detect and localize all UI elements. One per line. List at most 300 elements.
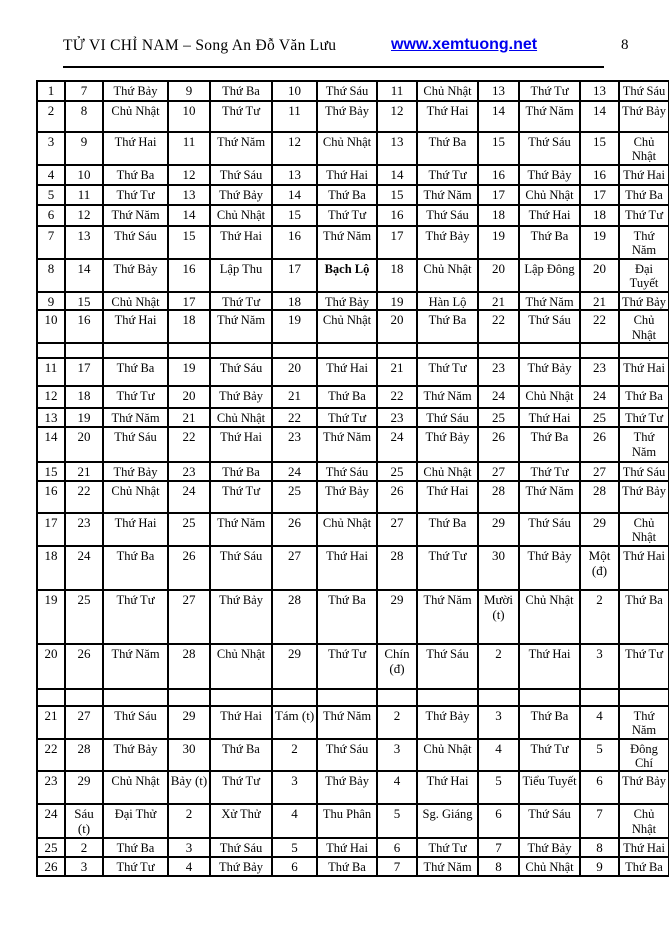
table-row: [37, 739, 669, 772]
table-row: [37, 292, 669, 311]
weekday-cell: Thứ Ba: [317, 185, 377, 205]
date-number-cell: 29: [580, 513, 619, 546]
weekday-cell: Tiểu Tuyết: [519, 771, 580, 804]
date-number-cell: 24: [478, 386, 519, 408]
date-number-cell: 7: [478, 838, 519, 857]
date-number-cell: 12: [272, 132, 317, 165]
row-number-cell: 12: [37, 386, 65, 408]
weekday-cell: Thứ Hai: [619, 546, 669, 590]
date-number-cell: 27: [65, 706, 103, 739]
date-number-cell: 2: [168, 804, 210, 838]
date-number-cell: 15: [580, 132, 619, 165]
weekday-cell: Thứ Hai: [210, 226, 272, 259]
date-number-cell: 13: [377, 132, 417, 165]
date-number-cell: 18: [272, 292, 317, 311]
weekday-cell: Chủ Nhật: [619, 132, 669, 165]
weekday-cell: Thứ Tư: [519, 462, 580, 481]
weekday-cell: Thứ Sáu: [619, 462, 669, 481]
weekday-cell: Chủ Nhật: [103, 101, 168, 132]
weekday-cell: Thứ Ba: [317, 590, 377, 644]
table-row: [37, 513, 669, 546]
weekday-cell: Thứ Hai: [519, 205, 580, 226]
weekday-cell: Thứ Sáu: [317, 462, 377, 481]
date-number-cell: [168, 689, 210, 706]
weekday-cell: Chủ Nhật: [519, 386, 580, 408]
weekday-cell: Thứ Sáu: [519, 310, 580, 343]
weekday-cell: Thứ Sáu: [103, 427, 168, 462]
weekday-cell: Thứ Năm: [619, 427, 669, 462]
date-number-cell: 9: [580, 857, 619, 876]
calendar-table: [36, 80, 669, 877]
date-number-cell: 4: [580, 706, 619, 739]
weekday-cell: Chủ Nhật: [619, 513, 669, 546]
weekday-cell: Thứ Ba: [417, 310, 478, 343]
weekday-cell: Thứ Năm: [210, 310, 272, 343]
date-number-cell: 8: [65, 101, 103, 132]
date-number-cell: 23: [272, 427, 317, 462]
date-number-cell: 3: [377, 739, 417, 772]
weekday-cell: Thứ Sáu: [317, 81, 377, 101]
weekday-cell: Đại Tuyết: [619, 259, 669, 292]
weekday-cell: Thứ Tư: [519, 81, 580, 101]
page-title: TỬ VI CHỈ NAM – Song An Đỗ Văn Lưu: [63, 37, 337, 54]
date-number-cell: 17: [65, 358, 103, 386]
date-number-cell: 20: [377, 310, 417, 343]
row-number-cell: 26: [37, 857, 65, 876]
weekday-cell: Thứ Tư: [417, 165, 478, 185]
date-number-cell: 14: [65, 259, 103, 292]
weekday-cell: Thứ Bảy: [417, 226, 478, 259]
date-number-cell: 18: [65, 386, 103, 408]
date-number-cell: Một (đ): [580, 546, 619, 590]
date-number-cell: 5: [377, 804, 417, 838]
date-number-cell: 21: [272, 386, 317, 408]
weekday-cell: Thứ Hai: [317, 165, 377, 185]
weekday-cell: Chủ Nhật: [619, 804, 669, 838]
table-row: [37, 644, 669, 689]
weekday-cell: [103, 689, 168, 706]
date-number-cell: 18: [580, 205, 619, 226]
table-row: [37, 226, 669, 259]
weekday-cell: Thứ Hai: [417, 771, 478, 804]
weekday-cell: Thứ Hai: [619, 165, 669, 185]
weekday-cell: Xử Thử: [210, 804, 272, 838]
weekday-cell: Thứ Năm: [103, 408, 168, 427]
date-number-cell: 19: [377, 292, 417, 311]
date-number-cell: 21: [478, 292, 519, 311]
row-number-cell: 9: [37, 292, 65, 311]
date-number-cell: [377, 689, 417, 706]
table-row: [37, 481, 669, 513]
date-number-cell: Bảy (t): [168, 771, 210, 804]
date-number-cell: 6: [272, 857, 317, 876]
weekday-cell: Hàn Lộ: [417, 292, 478, 311]
weekday-cell: Thứ Tư: [103, 386, 168, 408]
date-number-cell: 29: [478, 513, 519, 546]
date-number-cell: [478, 343, 519, 358]
weekday-cell: Lập Đông: [519, 259, 580, 292]
table-row: [37, 771, 669, 804]
row-number-cell: 18: [37, 546, 65, 590]
row-number-cell: 21: [37, 706, 65, 739]
weekday-cell: Thứ Năm: [519, 481, 580, 513]
row-number-cell: 11: [37, 358, 65, 386]
date-number-cell: 27: [168, 590, 210, 644]
weekday-cell: Thứ Tư: [417, 838, 478, 857]
date-number-cell: 21: [377, 358, 417, 386]
weekday-cell: Thứ Tư: [519, 739, 580, 772]
weekday-cell: Thứ Ba: [619, 857, 669, 876]
weekday-cell: [519, 343, 580, 358]
weekday-cell: Thứ Bảy: [210, 185, 272, 205]
date-number-cell: 4: [272, 804, 317, 838]
weekday-cell: Thứ Tư: [103, 590, 168, 644]
weekday-cell: Thứ Ba: [103, 546, 168, 590]
weekday-cell: Thứ Ba: [619, 386, 669, 408]
table-row: [37, 205, 669, 226]
weekday-cell: Thứ Năm: [519, 101, 580, 132]
weekday-cell: Thứ Sáu: [210, 838, 272, 857]
weekday-cell: Chủ Nhật: [417, 462, 478, 481]
weekday-cell: Thứ Ba: [417, 513, 478, 546]
date-number-cell: 28: [272, 590, 317, 644]
date-number-cell: 22: [272, 408, 317, 427]
date-number-cell: 10: [65, 165, 103, 185]
date-number-cell: 28: [478, 481, 519, 513]
date-number-cell: 23: [168, 462, 210, 481]
weekday-cell: Thứ Bảy: [210, 590, 272, 644]
weekday-cell: Thứ Hai: [317, 358, 377, 386]
date-number-cell: 26: [168, 546, 210, 590]
date-number-cell: 26: [65, 644, 103, 689]
weekday-cell: Thứ Sáu: [210, 358, 272, 386]
weekday-cell: Thứ Năm: [317, 427, 377, 462]
weekday-cell: Thứ Hai: [103, 132, 168, 165]
date-number-cell: 28: [168, 644, 210, 689]
date-number-cell: 25: [478, 408, 519, 427]
weekday-cell: Thứ Tư: [210, 771, 272, 804]
weekday-cell: Thứ Năm: [210, 513, 272, 546]
weekday-cell: Thứ Năm: [619, 706, 669, 739]
header-divider: [63, 66, 604, 68]
date-number-cell: 18: [478, 205, 519, 226]
weekday-cell: Thứ Năm: [417, 857, 478, 876]
date-number-cell: 4: [478, 739, 519, 772]
spacer-row: [37, 343, 669, 358]
weekday-cell: Thứ Ba: [519, 427, 580, 462]
date-number-cell: 5: [272, 838, 317, 857]
weekday-cell: Chủ Nhật: [317, 310, 377, 343]
weekday-cell: Thứ Sáu: [417, 205, 478, 226]
weekday-cell: Thứ Bảy: [103, 259, 168, 292]
date-number-cell: 29: [377, 590, 417, 644]
date-number-cell: 27: [377, 513, 417, 546]
date-number-cell: 19: [272, 310, 317, 343]
date-number-cell: 12: [377, 101, 417, 132]
date-number-cell: 13: [272, 165, 317, 185]
weekday-cell: Thứ Năm: [317, 706, 377, 739]
date-number-cell: 26: [272, 513, 317, 546]
date-number-cell: 22: [377, 386, 417, 408]
date-number-cell: 28: [65, 739, 103, 772]
table-row: [37, 101, 669, 132]
weekday-cell: Thứ Tư: [317, 205, 377, 226]
row-number-cell: 14: [37, 427, 65, 462]
row-number-cell: 13: [37, 408, 65, 427]
weekday-cell: Thứ Năm: [417, 590, 478, 644]
weekday-cell: Thứ Sáu: [519, 804, 580, 838]
weekday-cell: Thứ Năm: [417, 386, 478, 408]
table-row: [37, 81, 669, 101]
weekday-cell: Thứ Bảy: [103, 739, 168, 772]
date-number-cell: 7: [65, 81, 103, 101]
date-number-cell: 11: [168, 132, 210, 165]
row-number-cell: 24: [37, 804, 65, 838]
date-number-cell: 18: [377, 259, 417, 292]
weekday-cell: Thứ Ba: [103, 358, 168, 386]
date-number-cell: 22: [168, 427, 210, 462]
date-number-cell: 15: [168, 226, 210, 259]
date-number-cell: 29: [65, 771, 103, 804]
weekday-cell: Thứ Ba: [519, 706, 580, 739]
date-number-cell: 20: [272, 358, 317, 386]
weekday-cell: Thứ Sáu: [417, 408, 478, 427]
weekday-cell: Thứ Bảy: [519, 838, 580, 857]
weekday-cell: Chủ Nhật: [210, 205, 272, 226]
table-row: [37, 259, 669, 292]
date-number-cell: [478, 689, 519, 706]
weekday-cell: Thứ Ba: [417, 132, 478, 165]
date-number-cell: 2: [580, 590, 619, 644]
date-number-cell: 12: [168, 165, 210, 185]
date-number-cell: 25: [272, 481, 317, 513]
weekday-cell: [317, 689, 377, 706]
date-number-cell: 21: [168, 408, 210, 427]
row-number-cell: 8: [37, 259, 65, 292]
weekday-cell: Thứ Hai: [317, 838, 377, 857]
weekday-cell: Thứ Hai: [417, 101, 478, 132]
date-number-cell: 2: [65, 838, 103, 857]
weekday-cell: Thứ Năm: [103, 644, 168, 689]
date-number-cell: 19: [478, 226, 519, 259]
date-number-cell: [580, 689, 619, 706]
weekday-cell: Thứ Bảy: [317, 481, 377, 513]
date-number-cell: 16: [580, 165, 619, 185]
date-number-cell: 19: [168, 358, 210, 386]
weekday-cell: Thứ Hai: [317, 546, 377, 590]
weekday-cell: Thứ Ba: [619, 590, 669, 644]
date-number-cell: 17: [272, 259, 317, 292]
table-row: [37, 386, 669, 408]
weekday-cell: Thứ Bảy: [619, 292, 669, 311]
weekday-cell: Thứ Sáu: [619, 81, 669, 101]
date-number-cell: Sáu (t): [65, 804, 103, 838]
date-number-cell: 23: [478, 358, 519, 386]
weekday-cell: Thứ Năm: [417, 185, 478, 205]
date-number-cell: [377, 343, 417, 358]
date-number-cell: 25: [168, 513, 210, 546]
date-number-cell: 20: [580, 259, 619, 292]
weekday-cell: [317, 343, 377, 358]
date-number-cell: 10: [168, 101, 210, 132]
row-number-cell: 5: [37, 185, 65, 205]
date-number-cell: 20: [478, 259, 519, 292]
weekday-cell: Thứ Năm: [103, 205, 168, 226]
date-number-cell: 15: [65, 292, 103, 311]
weekday-cell: Thứ Tư: [210, 481, 272, 513]
table-row: [37, 462, 669, 481]
weekday-cell: Chủ Nhật: [103, 292, 168, 311]
date-number-cell: Mười (t): [478, 590, 519, 644]
weekday-cell: Chủ Nhật: [317, 132, 377, 165]
weekday-cell: Thu Phân: [317, 804, 377, 838]
weekday-cell: Thứ Hai: [417, 481, 478, 513]
weekday-cell: Đại Thử: [103, 804, 168, 838]
weekday-cell: Thứ Hai: [519, 644, 580, 689]
date-number-cell: [65, 689, 103, 706]
date-number-cell: 24: [65, 546, 103, 590]
date-number-cell: 11: [65, 185, 103, 205]
weekday-cell: Thứ Sáu: [103, 226, 168, 259]
row-number-cell: 3: [37, 132, 65, 165]
spacer-row: [37, 689, 669, 706]
row-number-cell: 22: [37, 739, 65, 772]
date-number-cell: 27: [478, 462, 519, 481]
date-number-cell: 14: [478, 101, 519, 132]
weekday-cell: Thứ Hai: [103, 310, 168, 343]
date-number-cell: 26: [377, 481, 417, 513]
date-number-cell: 3: [168, 838, 210, 857]
weekday-cell: Thứ Ba: [619, 185, 669, 205]
weekday-cell: Thứ Tư: [317, 408, 377, 427]
date-number-cell: 25: [377, 462, 417, 481]
date-number-cell: 23: [377, 408, 417, 427]
weekday-cell: Chủ Nhật: [519, 185, 580, 205]
date-number-cell: 19: [65, 408, 103, 427]
date-number-cell: 7: [377, 857, 417, 876]
weekday-cell: Thứ Bảy: [210, 857, 272, 876]
weekday-cell: Thứ Năm: [619, 226, 669, 259]
date-number-cell: 8: [580, 838, 619, 857]
weekday-cell: Thứ Hai: [103, 513, 168, 546]
date-number-cell: 25: [65, 590, 103, 644]
weekday-cell: Chủ Nhật: [519, 857, 580, 876]
date-number-cell: 24: [580, 386, 619, 408]
weekday-cell: Thứ Ba: [103, 165, 168, 185]
date-number-cell: 14: [168, 205, 210, 226]
date-number-cell: 24: [377, 427, 417, 462]
weekday-cell: Thứ Ba: [103, 838, 168, 857]
weekday-cell: Thứ Tư: [103, 857, 168, 876]
date-number-cell: 6: [377, 838, 417, 857]
table-row: [37, 165, 669, 185]
date-number-cell: 17: [580, 185, 619, 205]
weekday-cell: Thứ Ba: [210, 81, 272, 101]
weekday-cell: Thứ Ba: [317, 857, 377, 876]
date-number-cell: 4: [377, 771, 417, 804]
date-number-cell: 13: [580, 81, 619, 101]
date-number-cell: 28: [580, 481, 619, 513]
date-number-cell: 27: [580, 462, 619, 481]
weekday-cell: Thứ Bảy: [519, 358, 580, 386]
date-number-cell: 15: [478, 132, 519, 165]
weekday-cell: Thứ Bảy: [317, 292, 377, 311]
weekday-cell: Thứ Bảy: [519, 546, 580, 590]
row-number-cell: [37, 343, 65, 358]
table-row: [37, 427, 669, 462]
date-number-cell: [272, 689, 317, 706]
date-number-cell: 16: [478, 165, 519, 185]
date-number-cell: 4: [168, 857, 210, 876]
weekday-cell: Thứ Sáu: [519, 132, 580, 165]
date-number-cell: 9: [168, 81, 210, 101]
weekday-cell: Chủ Nhật: [417, 81, 478, 101]
date-number-cell: 23: [580, 358, 619, 386]
weekday-cell: Thứ Bảy: [417, 706, 478, 739]
table-row: [37, 408, 669, 427]
calendar-table-body: [37, 81, 669, 876]
date-number-cell: 15: [272, 205, 317, 226]
date-number-cell: 18: [168, 310, 210, 343]
date-number-cell: 14: [377, 165, 417, 185]
date-number-cell: 29: [168, 706, 210, 739]
weekday-cell: Chủ Nhật: [103, 771, 168, 804]
weekday-cell: Thứ Bảy: [619, 481, 669, 513]
weekday-cell: Thứ Năm: [317, 226, 377, 259]
weekday-cell: Thứ Bảy: [619, 101, 669, 132]
date-number-cell: [168, 343, 210, 358]
date-number-cell: 6: [580, 771, 619, 804]
weekday-cell: Chủ Nhật: [417, 259, 478, 292]
weekday-cell: Thứ Năm: [519, 292, 580, 311]
weekday-cell: Chủ Nhật: [317, 513, 377, 546]
date-number-cell: 17: [377, 226, 417, 259]
date-number-cell: 14: [580, 101, 619, 132]
date-number-cell: 30: [168, 739, 210, 772]
row-number-cell: 25: [37, 838, 65, 857]
date-number-cell: 7: [580, 804, 619, 838]
weekday-cell: Đông Chí: [619, 739, 669, 772]
weekday-cell: Chủ Nhật: [103, 481, 168, 513]
date-number-cell: 17: [478, 185, 519, 205]
table-row: [37, 706, 669, 739]
date-number-cell: 14: [272, 185, 317, 205]
date-number-cell: 3: [580, 644, 619, 689]
website-link[interactable]: www.xemtuong.net: [391, 36, 538, 53]
weekday-cell: Thứ Bảy: [519, 165, 580, 185]
weekday-cell: Thứ Ba: [210, 462, 272, 481]
date-number-cell: 21: [580, 292, 619, 311]
weekday-cell: Sg. Giáng: [417, 804, 478, 838]
date-number-cell: 20: [65, 427, 103, 462]
date-number-cell: 3: [65, 857, 103, 876]
date-number-cell: 16: [65, 310, 103, 343]
weekday-cell: Thứ Bảy: [317, 101, 377, 132]
row-number-cell: 7: [37, 226, 65, 259]
weekday-cell: Chủ Nhật: [519, 590, 580, 644]
weekday-cell: Thứ Sáu: [103, 706, 168, 739]
date-number-cell: 8: [478, 857, 519, 876]
date-number-cell: 26: [580, 427, 619, 462]
row-number-cell: 17: [37, 513, 65, 546]
date-number-cell: 22: [478, 310, 519, 343]
weekday-cell: Thứ Tư: [317, 644, 377, 689]
date-number-cell: 15: [377, 185, 417, 205]
date-number-cell: 22: [580, 310, 619, 343]
date-number-cell: 22: [65, 481, 103, 513]
date-number-cell: 2: [272, 739, 317, 772]
date-number-cell: 9: [65, 132, 103, 165]
